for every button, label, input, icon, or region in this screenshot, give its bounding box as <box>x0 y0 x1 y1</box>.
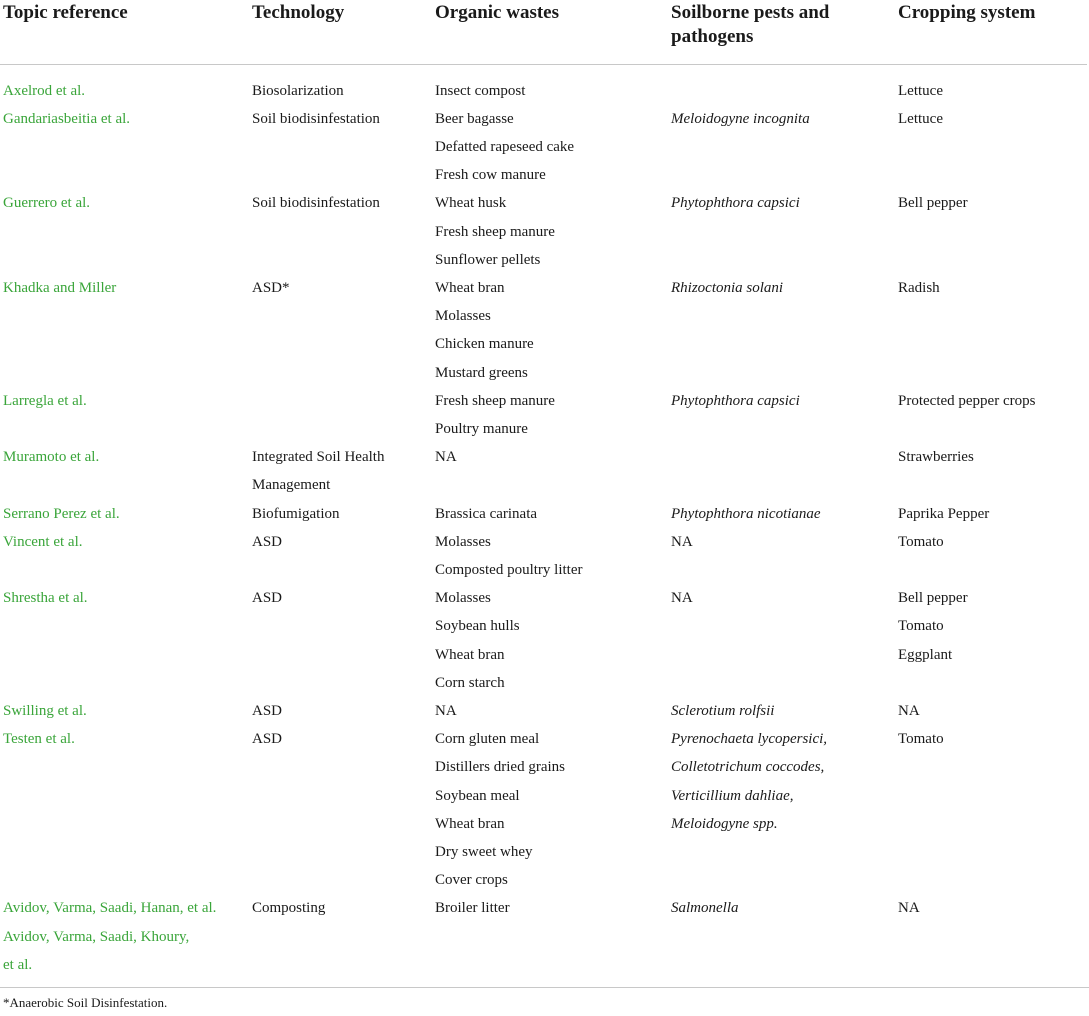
cell-cropping-system <box>895 894 1087 979</box>
cell-organic-wastes <box>432 500 668 528</box>
table-row <box>0 274 1087 387</box>
cell-organic-wastes-line: Soybean meal <box>435 787 520 804</box>
cell-soilborne-pests-line: Phytophthora capsici <box>671 195 800 212</box>
reference-link[interactable]: Muramoto et al. <box>3 449 100 466</box>
reference-link[interactable]: Gandariasbeitia et al. <box>3 110 131 127</box>
cell-organic-wastes-line: Wheat bran <box>435 646 505 663</box>
cell-technology-line: ASD <box>252 590 283 607</box>
cell-organic-wastes <box>432 105 668 190</box>
cell-technology-line: Biofumigation <box>252 505 340 522</box>
table-row <box>0 725 1087 894</box>
cell-organic-wastes-line: Insect compost <box>435 82 526 99</box>
cell-cropping-system-line: Tomato <box>898 731 944 748</box>
cell-soilborne-pests <box>668 105 895 190</box>
cell-soilborne-pests <box>668 274 895 387</box>
reference-link[interactable]: Avidov, Varma, Saadi, Khoury, <box>3 928 190 945</box>
cell-technology <box>249 584 432 697</box>
reference-link[interactable]: Swilling et al. <box>3 702 87 719</box>
header-cropping-system: Cropping system <box>895 0 1087 64</box>
cell-cropping-system-line: Lettuce <box>898 110 943 127</box>
cell-organic-wastes-line: Wheat husk <box>435 195 507 212</box>
cell-cropping-system <box>895 189 1087 274</box>
cell-cropping-system-line: Tomato <box>898 618 944 635</box>
reference-link[interactable]: Serrano Perez et al. <box>3 505 120 522</box>
cell-cropping-system <box>895 584 1087 697</box>
cell-soilborne-pests-line: Colletotrichum coccodes, <box>671 759 825 776</box>
cell-topic-reference <box>0 105 249 190</box>
cell-organic-wastes <box>432 697 668 725</box>
cell-cropping-system <box>895 725 1087 894</box>
reference-link[interactable]: Khadka and Miller <box>3 279 117 296</box>
cell-topic-reference <box>0 443 249 499</box>
cell-topic-reference <box>0 189 249 274</box>
table-body <box>0 64 1087 979</box>
cell-topic-reference <box>0 725 249 894</box>
cell-soilborne-pests <box>668 584 895 697</box>
cell-organic-wastes <box>432 528 668 584</box>
footnote: *Anaerobic Soil Disinfestation. <box>3 995 168 1010</box>
cell-organic-wastes-line: Chicken manure <box>435 336 534 353</box>
cell-organic-wastes-line: NA <box>435 702 457 719</box>
cell-organic-wastes-line: Fresh cow manure <box>435 167 546 184</box>
header-organic-wastes: Organic wastes <box>432 0 668 64</box>
table-row <box>0 500 1087 528</box>
cell-organic-wastes <box>432 387 668 443</box>
table-row <box>0 528 1087 584</box>
cell-cropping-system-line: NA <box>898 900 920 917</box>
cell-technology <box>249 500 432 528</box>
reference-link[interactable]: Larregla et al. <box>3 392 87 409</box>
header-row <box>0 0 1087 64</box>
cell-technology-line: Management <box>252 477 331 494</box>
cell-cropping-system-line: NA <box>898 702 920 719</box>
cell-soilborne-pests-line: Rhizoctonia solani <box>671 279 784 296</box>
cell-topic-reference <box>0 528 249 584</box>
cell-organic-wastes-line: Composted poultry litter <box>435 561 583 578</box>
reference-link[interactable]: Guerrero et al. <box>3 195 91 212</box>
cell-soilborne-pests-line: Meloidogyne incognita <box>671 110 810 127</box>
cell-technology-line: ASD <box>252 731 283 748</box>
cell-organic-wastes-line: Molasses <box>435 533 491 550</box>
cell-cropping-system-line: Strawberries <box>898 449 974 466</box>
cell-organic-wastes <box>432 725 668 894</box>
table-row <box>0 64 1087 105</box>
cell-technology <box>249 725 432 894</box>
header-soilborne-pests: Soilborne pests and pathogens <box>668 0 895 64</box>
cell-cropping-system <box>895 387 1087 443</box>
table-row <box>0 105 1087 190</box>
header-technology: Technology <box>249 0 432 64</box>
cell-organic-wastes <box>432 274 668 387</box>
cell-organic-wastes-line: Poultry manure <box>435 420 528 437</box>
cell-technology-line: Integrated Soil Health <box>252 449 385 466</box>
cell-technology-line: ASD <box>252 702 283 719</box>
cell-cropping-system <box>895 105 1087 190</box>
cell-organic-wastes <box>432 64 668 105</box>
cell-technology <box>249 894 432 979</box>
table-row <box>0 189 1087 274</box>
table-row <box>0 387 1087 443</box>
cell-soilborne-pests-line: Verticillium dahliae, <box>671 787 794 804</box>
cell-organic-wastes-line: Cover crops <box>435 872 508 889</box>
cell-technology <box>249 189 432 274</box>
cell-topic-reference <box>0 697 249 725</box>
cell-soilborne-pests-line: NA <box>671 590 693 607</box>
cell-technology <box>249 387 432 443</box>
cell-organic-wastes-line: Molasses <box>435 590 491 607</box>
cell-organic-wastes <box>432 443 668 499</box>
cell-technology <box>249 528 432 584</box>
cell-technology-line: Soil biodisinfestation <box>252 195 380 212</box>
cell-organic-wastes <box>432 189 668 274</box>
cell-soilborne-pests-line: Phytophthora capsici <box>671 392 800 409</box>
cell-soilborne-pests <box>668 443 895 499</box>
table-row <box>0 894 1087 979</box>
cell-topic-reference <box>0 387 249 443</box>
cell-soilborne-pests <box>668 894 895 979</box>
cell-organic-wastes-line: Defatted rapeseed cake <box>435 138 575 155</box>
cell-cropping-system-line: Paprika Pepper <box>898 505 990 522</box>
cell-topic-reference <box>0 500 249 528</box>
reference-link[interactable]: Axelrod et al. <box>3 82 86 99</box>
cell-cropping-system-line: Tomato <box>898 533 944 550</box>
reference-link[interactable]: et al. <box>3 956 33 973</box>
reference-link[interactable]: Vincent et al. <box>3 533 83 550</box>
cell-soilborne-pests-line: Meloidogyne spp. <box>671 815 778 832</box>
cell-technology <box>249 64 432 105</box>
table-row <box>0 443 1087 499</box>
cell-organic-wastes-line: Fresh sheep manure <box>435 392 555 409</box>
table-row <box>0 584 1087 697</box>
cell-soilborne-pests <box>668 387 895 443</box>
cell-organic-wastes-line: Dry sweet whey <box>435 843 533 860</box>
cell-organic-wastes-line: Molasses <box>435 308 491 325</box>
cell-organic-wastes-line: Beer bagasse <box>435 110 514 127</box>
cell-technology-line: ASD <box>252 533 283 550</box>
cell-technology-line: Biosolarization <box>252 82 344 99</box>
cell-organic-wastes <box>432 894 668 979</box>
cell-technology <box>249 697 432 725</box>
cell-cropping-system-line: Eggplant <box>898 646 953 663</box>
cell-topic-reference <box>0 274 249 387</box>
cell-organic-wastes-line: Soybean hulls <box>435 618 520 635</box>
cell-soilborne-pests-line: Pyrenochaeta lycopersici, <box>671 731 828 748</box>
cell-cropping-system <box>895 274 1087 387</box>
cell-cropping-system-line: Protected pepper crops <box>898 392 1036 409</box>
cell-organic-wastes-line: Fresh sheep manure <box>435 223 555 240</box>
cell-organic-wastes-line: NA <box>435 449 457 466</box>
cell-cropping-system-line: Bell pepper <box>898 195 968 212</box>
reference-link[interactable]: Shrestha et al. <box>3 590 88 607</box>
cell-organic-wastes <box>432 584 668 697</box>
cell-organic-wastes-line: Broiler litter <box>435 900 510 917</box>
cell-soilborne-pests-line: Sclerotium rolfsii <box>671 702 775 719</box>
cell-cropping-system <box>895 528 1087 584</box>
cell-soilborne-pests <box>668 64 895 105</box>
cell-topic-reference <box>0 584 249 697</box>
cell-organic-wastes-line: Wheat bran <box>435 815 505 832</box>
cell-soilborne-pests <box>668 697 895 725</box>
cell-technology <box>249 274 432 387</box>
cell-soilborne-pests-line: NA <box>671 533 693 550</box>
header-topic-reference: Topic reference <box>0 0 249 64</box>
reference-link[interactable]: Avidov, Varma, Saadi, Hanan, et al. <box>3 900 217 917</box>
cell-cropping-system <box>895 443 1087 499</box>
cell-soilborne-pests <box>668 528 895 584</box>
cell-organic-wastes-line: Distillers dried grains <box>435 759 565 776</box>
cell-topic-reference <box>0 64 249 105</box>
cell-cropping-system <box>895 697 1087 725</box>
reference-link[interactable]: Testen et al. <box>3 731 75 748</box>
cell-organic-wastes-line: Corn starch <box>435 674 505 691</box>
cell-technology <box>249 443 432 499</box>
cell-cropping-system-line: Radish <box>898 279 940 296</box>
cell-organic-wastes-line: Sunflower pellets <box>435 251 541 268</box>
cell-cropping-system-line: Bell pepper <box>898 590 968 607</box>
cell-technology-line: Composting <box>252 900 326 917</box>
cell-cropping-system <box>895 64 1087 105</box>
cell-soilborne-pests-line: Salmonella <box>671 900 739 917</box>
cell-soilborne-pests <box>668 725 895 894</box>
cell-soilborne-pests <box>668 189 895 274</box>
cell-technology-line: ASD* <box>252 279 290 296</box>
cell-organic-wastes-line: Mustard greens <box>435 364 528 381</box>
cell-cropping-system-line: Lettuce <box>898 82 943 99</box>
cell-technology-line: Soil biodisinfestation <box>252 110 380 127</box>
cell-topic-reference <box>0 894 249 979</box>
cell-organic-wastes-line: Brassica carinata <box>435 505 538 522</box>
cell-soilborne-pests-line: Phytophthora nicotianae <box>671 505 821 522</box>
cell-organic-wastes-line: Wheat bran <box>435 279 505 296</box>
table-row <box>0 697 1087 725</box>
cell-technology <box>249 105 432 190</box>
cell-organic-wastes-line: Corn gluten meal <box>435 731 540 748</box>
cell-cropping-system <box>895 500 1087 528</box>
cell-soilborne-pests <box>668 500 895 528</box>
